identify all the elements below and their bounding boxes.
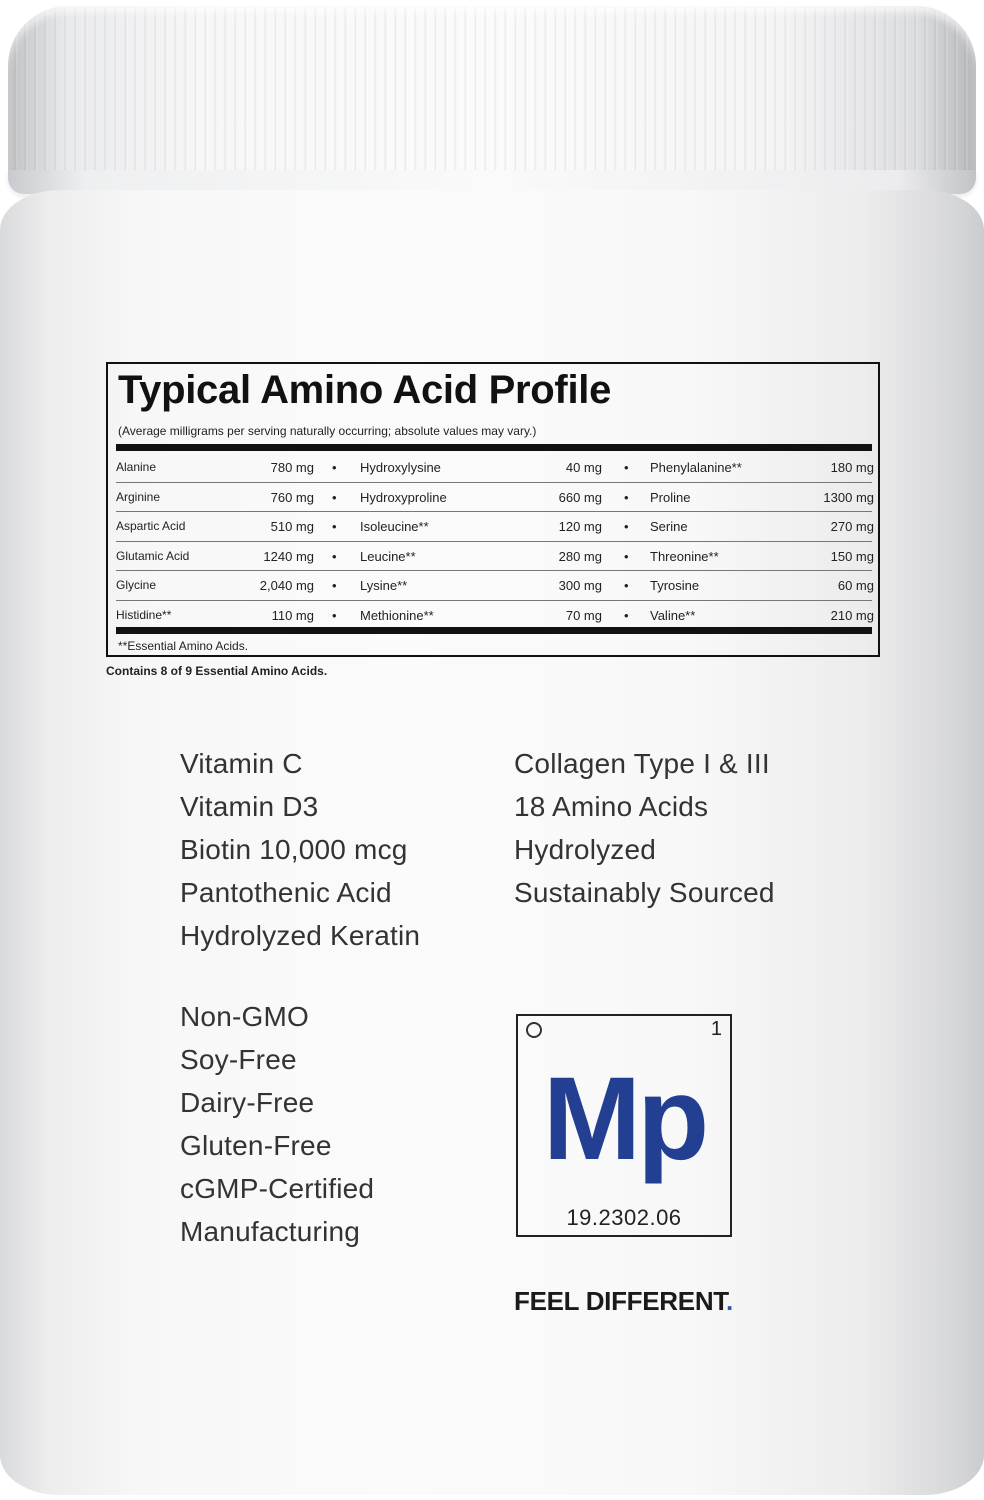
feature-item: Biotin 10,000 mcg: [180, 834, 408, 865]
amino-value: 660 mg: [558, 489, 602, 505]
amino-value: 60 mg: [837, 578, 874, 594]
amino-value: 270 mg: [830, 519, 874, 535]
slogan-text: FEEL DIFFERENT: [514, 1286, 727, 1316]
amino-name: Hydroxylysine: [360, 460, 441, 475]
feature-item: Vitamin D3: [180, 791, 319, 822]
table-bottom-rule: [116, 627, 872, 634]
amino-value: 760 mg: [270, 489, 314, 505]
amino-value: 210 mg: [830, 607, 874, 623]
amino-name: Isoleucine**: [360, 519, 429, 535]
tile-symbol: Mp: [542, 1053, 706, 1185]
certification-item: Gluten-Free: [180, 1130, 332, 1161]
bullet-separator: •: [332, 578, 337, 594]
feature-item: Hydrolyzed Keratin: [180, 920, 421, 951]
amino-value: 2,040 mg: [259, 578, 314, 594]
amino-name: Proline: [650, 489, 691, 505]
amino-name: Aspartic Acid: [116, 519, 186, 534]
feature-item: Hydrolyzed: [514, 834, 657, 865]
essential-note: Contains 8 of 9 Essential Amino Acids.: [106, 664, 328, 678]
panel-footnote: **Essential Amino Acids.: [118, 639, 249, 653]
slogan-accent: .: [726, 1286, 733, 1316]
amino-table: [116, 453, 872, 630]
amino-name: Arginine: [116, 489, 161, 504]
feature-item: Sustainably Sourced: [514, 877, 775, 908]
amino-value: 300 mg: [558, 578, 602, 594]
amino-name: Valine**: [650, 607, 696, 623]
certification-item: Soy-Free: [180, 1044, 297, 1075]
table-row: [116, 453, 872, 483]
amino-name: Threonine**: [650, 548, 719, 564]
certification-item: Dairy-Free: [180, 1087, 315, 1118]
amino-name: Alanine: [116, 460, 157, 474]
bullet-separator: •: [624, 460, 629, 475]
amino-value: 510 mg: [270, 519, 314, 535]
bullet-separator: •: [624, 548, 629, 564]
amino-value: 150 mg: [830, 548, 874, 564]
amino-value: 1240 mg: [263, 548, 314, 564]
bullet-separator: •: [332, 460, 337, 475]
feature-item: Vitamin C: [180, 748, 303, 779]
certification-item: Non-GMO: [180, 1001, 309, 1032]
amino-value: 1300 mg: [823, 489, 874, 505]
bullet-separator: •: [624, 607, 629, 623]
feature-item: 18 Amino Acids: [514, 791, 709, 822]
bullet-separator: •: [624, 519, 629, 535]
amino-value: 40 mg: [565, 460, 602, 475]
bullet-separator: •: [624, 578, 629, 594]
table-row: [116, 512, 872, 542]
amino-value: 280 mg: [558, 548, 602, 564]
feature-item: Collagen Type I & III: [514, 748, 770, 779]
certification-item: cGMP-Certified: [180, 1173, 375, 1204]
table-row: [116, 483, 872, 513]
jar-lid: [8, 6, 976, 186]
features-left-list: [180, 742, 420, 957]
amino-name: Glycine: [116, 578, 157, 593]
table-row: [116, 571, 872, 601]
amino-name: Leucine**: [360, 548, 416, 564]
amino-name: Histidine**: [116, 607, 172, 622]
bullet-separator: •: [332, 519, 337, 535]
amino-value: 120 mg: [558, 519, 602, 535]
amino-name: Tyrosine: [650, 578, 700, 594]
amino-value: 780 mg: [270, 460, 314, 475]
circle-icon: [526, 1022, 542, 1038]
table-top-rule: [116, 444, 872, 451]
tile-number: 1: [710, 1018, 722, 1040]
amino-name: Glutamic Acid: [116, 548, 190, 563]
amino-name: Serine: [650, 519, 688, 535]
certifications-list: [180, 995, 374, 1253]
table-row: [116, 601, 872, 630]
bullet-separator: •: [332, 607, 337, 623]
certification-item: Manufacturing: [180, 1216, 361, 1247]
feature-item: Pantothenic Acid: [180, 877, 392, 908]
amino-name: Hydroxyproline: [360, 489, 447, 505]
element-tile: [516, 1014, 732, 1237]
amino-name: Lysine**: [360, 578, 408, 594]
table-row: [116, 542, 872, 572]
bullet-separator: •: [332, 489, 337, 505]
amino-value: 70 mg: [565, 607, 602, 623]
bullet-separator: •: [332, 548, 337, 564]
amino-name: Methionine**: [360, 607, 434, 623]
amino-value: 180 mg: [830, 460, 874, 475]
amino-value: 110 mg: [271, 607, 314, 623]
tile-mass: 19.2302.06: [566, 1205, 682, 1230]
bullet-separator: •: [624, 489, 629, 505]
panel-subtitle: (Average milligrams per serving naturally occurring; absolute values may vary.): [118, 424, 537, 438]
panel-title: Typical Amino Acid Profile: [118, 368, 612, 412]
features-right-list: [514, 742, 775, 914]
slogan: [514, 1286, 733, 1317]
amino-name: Phenylalanine**: [650, 460, 742, 475]
amino-acid-profile-panel: [106, 362, 880, 657]
